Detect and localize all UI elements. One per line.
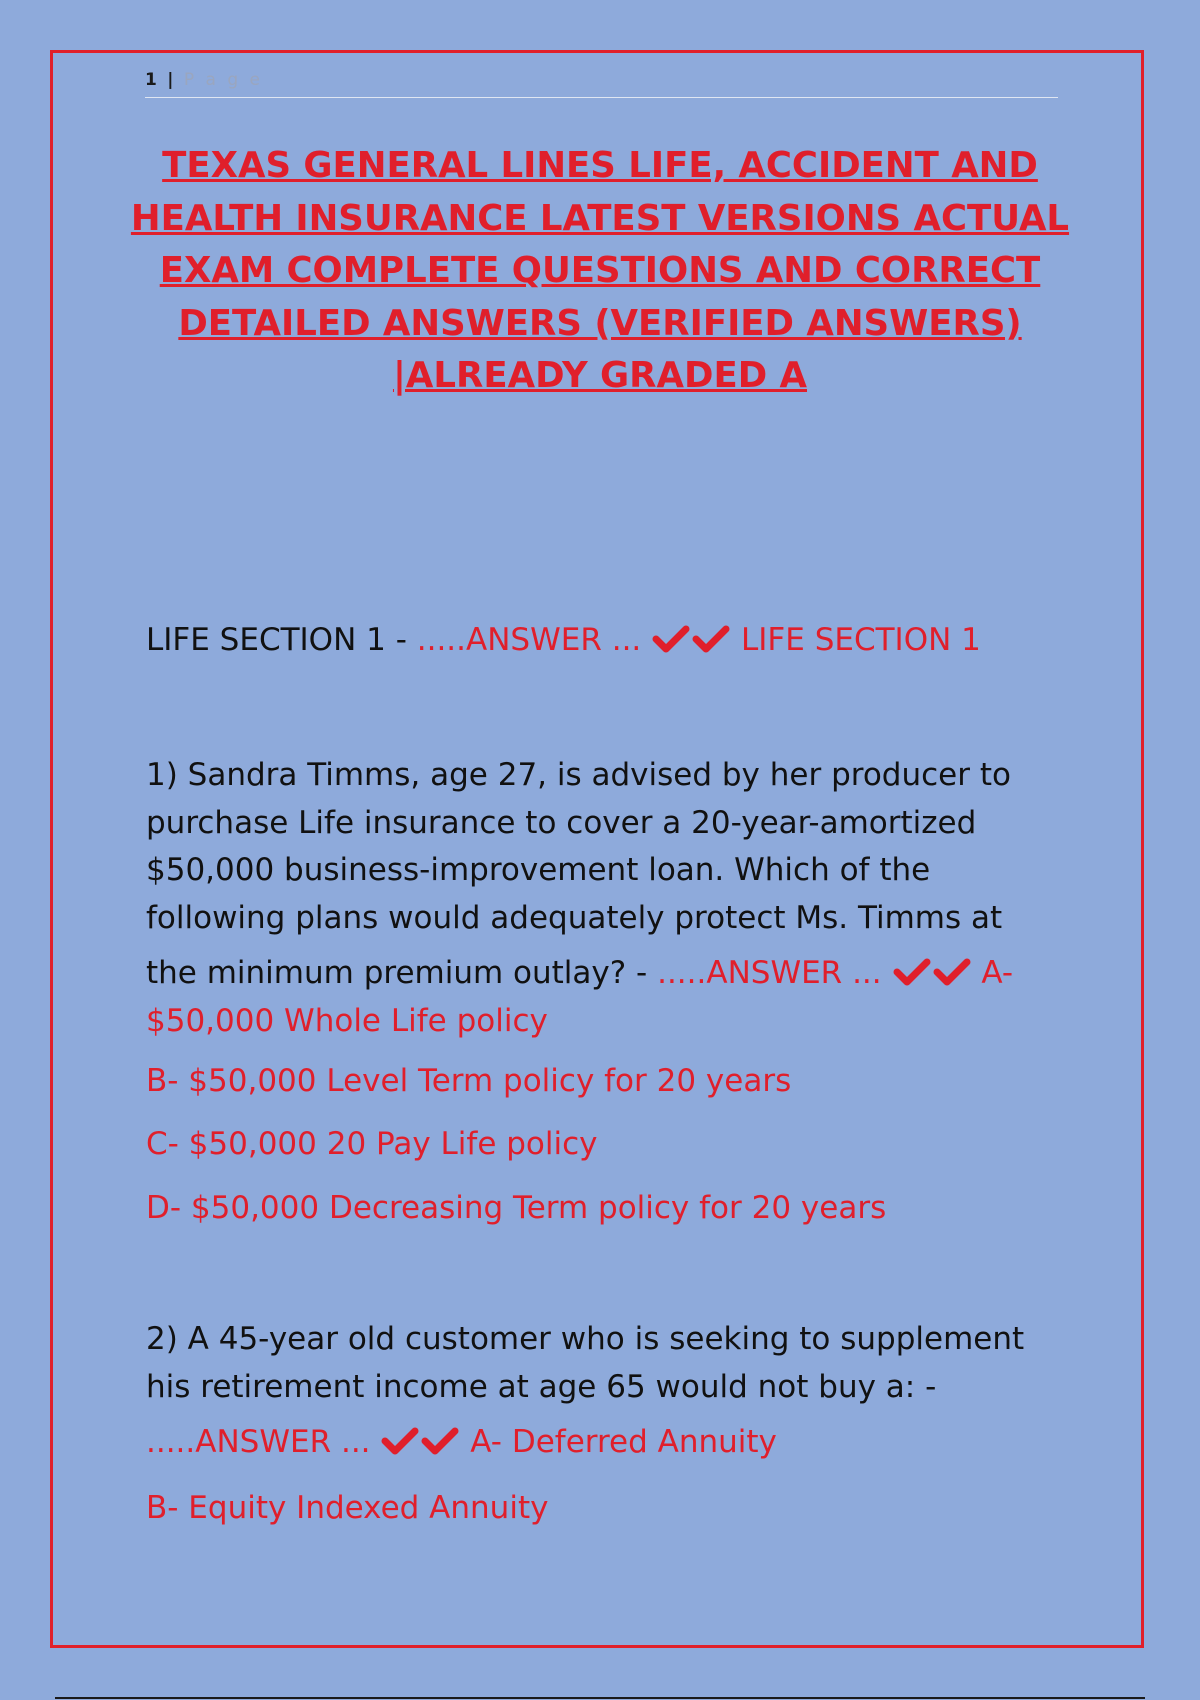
answer-a-start: A- (981, 955, 1014, 991)
answer-option-d: D- $50,000 Decreasing Term policy for 20 years (146, 1190, 887, 1226)
answer-option-b: B- Equity Indexed Annuity (146, 1490, 549, 1526)
question-line: his retirement income at age 65 would not buy a: - (146, 1368, 937, 1405)
section-answer: LIFE SECTION 1 (741, 622, 981, 658)
checkmark-icon (651, 624, 691, 654)
question-text: the minimum premium outlay? - (146, 955, 658, 991)
section-label: LIFE SECTION 1 - (146, 622, 417, 658)
question-1 (146, 752, 1076, 1045)
page-header (145, 70, 1058, 98)
checkmark-icon (892, 957, 932, 987)
answer-option-c: C- $50,000 20 Pay Life policy (146, 1126, 598, 1162)
question-line: $50,000 business-improvement loan. Which of the (146, 852, 931, 888)
checkmark-icon (420, 1426, 460, 1456)
document-title (130, 140, 1070, 403)
question-line: 1) Sandra Timms, age 27, is advised by her producer to (146, 757, 1011, 793)
answer-prefix: .....ANSWER ... (657, 955, 882, 991)
question-line: 2) A 45-year old customer who is seeking to supplement (146, 1321, 1025, 1357)
page-number: 1 (145, 70, 159, 90)
title-line: HEALTH INSURANCE LATEST VERSIONS ACTUAL (130, 197, 1070, 239)
page-separator: | (167, 70, 176, 90)
question-line: purchase Life insurance to cover a 20-year-amortized (146, 804, 977, 841)
checkmark-icon (691, 624, 731, 654)
answer-line (146, 1419, 1076, 1467)
title-line: DETAILED ANSWERS (VERIFIED ANSWERS) (178, 302, 1022, 344)
answer-option-b: B- $50,000 Level Term policy for 20 years (146, 1063, 792, 1099)
checkmark-icon (380, 1426, 420, 1456)
page-label: P a g e (183, 70, 264, 90)
answer-prefix: .....ANSWER ... (146, 1424, 371, 1460)
question-2 (146, 1316, 1076, 1467)
answer-prefix: .....ANSWER ... (416, 622, 642, 658)
answer-a-text: $50,000 Whole Life policy (146, 1002, 548, 1039)
section-heading (146, 622, 1076, 658)
question-line: following plans would adequately protect Ms. Timms at (146, 899, 1003, 936)
title-line: TEXAS GENERAL LINES LIFE, ACCIDENT AND (162, 145, 1038, 186)
title-line: EXAM COMPLETE QUESTIONS AND CORRECT (159, 250, 1041, 291)
checkmark-icon (932, 957, 972, 987)
answer-a-text: A- Deferred Annuity (470, 1424, 777, 1460)
question-last-line (146, 950, 1076, 998)
bottom-divider (55, 1697, 1145, 1699)
title-line: |ALREADY GRADED A (392, 355, 808, 396)
